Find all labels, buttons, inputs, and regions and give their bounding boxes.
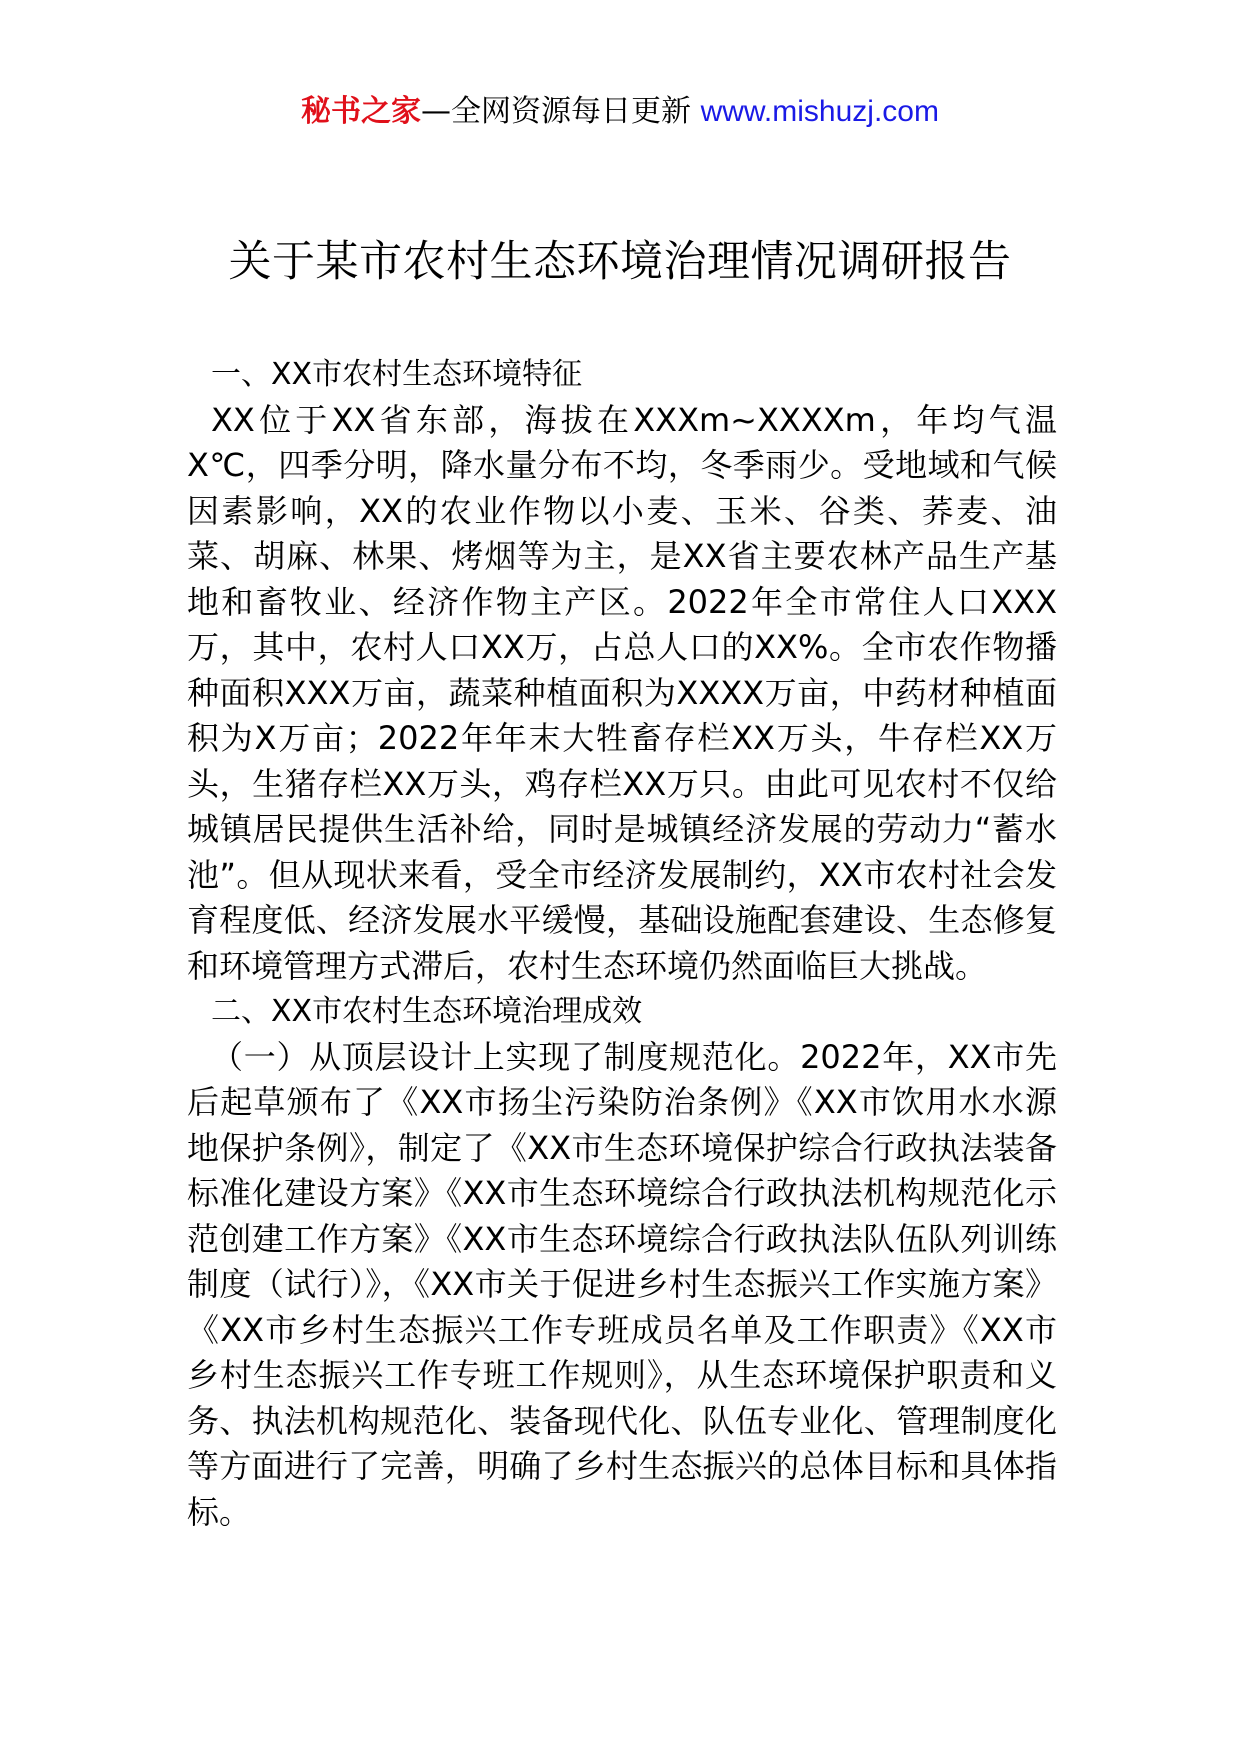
site-url-link[interactable]: www.mishuzj.com (700, 95, 939, 128)
site-brand: 秘书之家 (301, 94, 422, 129)
document-body (187, 352, 1057, 1535)
section-heading-2: 二、XX市农村生态环境治理成效 (211, 994, 643, 1029)
section-paragraph-2: （一）从顶层设计上实现了制度规范化。2022年，XX市先后起草颁布了《XX市扬尘污染防治条例》《XX市饮用水水源地保护条例》，制定了《XX市生态环境保护综合行政执法装备标准化建设方案》《XX市生态环境综合行政执法机构规范化示范创建工作方案》《XX市生态环境综合行政执法队伍队列训练制度（试行）》，《XX市关于促进乡村生态振兴工作实施方案》《XX市乡村生态振兴工作专班成员名单及工作职责》《XX市乡村生态振兴工作专班工作规则》，从生态环境保护职责和义务、执法机构规范化、装备现代化、队伍专业化、管理制度化等方面进行了完善，明确了乡村生态振兴的总体目标和具体指标。 (187, 1037, 1057, 1531)
section-heading-1: 一、XX市农村生态环境特征 (211, 357, 583, 392)
section-paragraph-1: XX位于XX省东部，海拔在XXXm~XXXXm，年均气温X℃，四季分明，降水量分布不均，冬季雨少。受地域和气候因素影响，XX的农业作物以小麦、玉米、谷类、荞麦、油菜、胡麻、林果、烤烟等为主，是XX省主要农林产品生产基地和畜牧业、经济作物主产区。2022年全市常住人口XXX万，其中，农村人口XX万，占总人口的XX%。全市农作物播种面积XXX万亩，蔬菜种植面积为XXXX万亩，中药材种植面积为X万亩；2022年年末大牲畜存栏XX万头，牛存栏XX万头，生猪存栏XX万头，鸡存栏XX万只。由此可见农村不仅给城镇居民提供生活补给，同时是城镇经济发展的劳动力“蓄水池”。但从现状来看，受全市经济发展制约，XX市农村社会发育程度低、经济发展水平缓慢，基础设施配套建设、生态修复和环境管理方式滞后，农村生态环境仍然面临巨大挑战。 (187, 400, 1057, 985)
site-slogan: —全网资源每日更新 (421, 94, 692, 129)
site-header (0, 92, 1240, 132)
document-title: 关于某市农村生态环境治理情况调研报告 (228, 237, 1012, 287)
